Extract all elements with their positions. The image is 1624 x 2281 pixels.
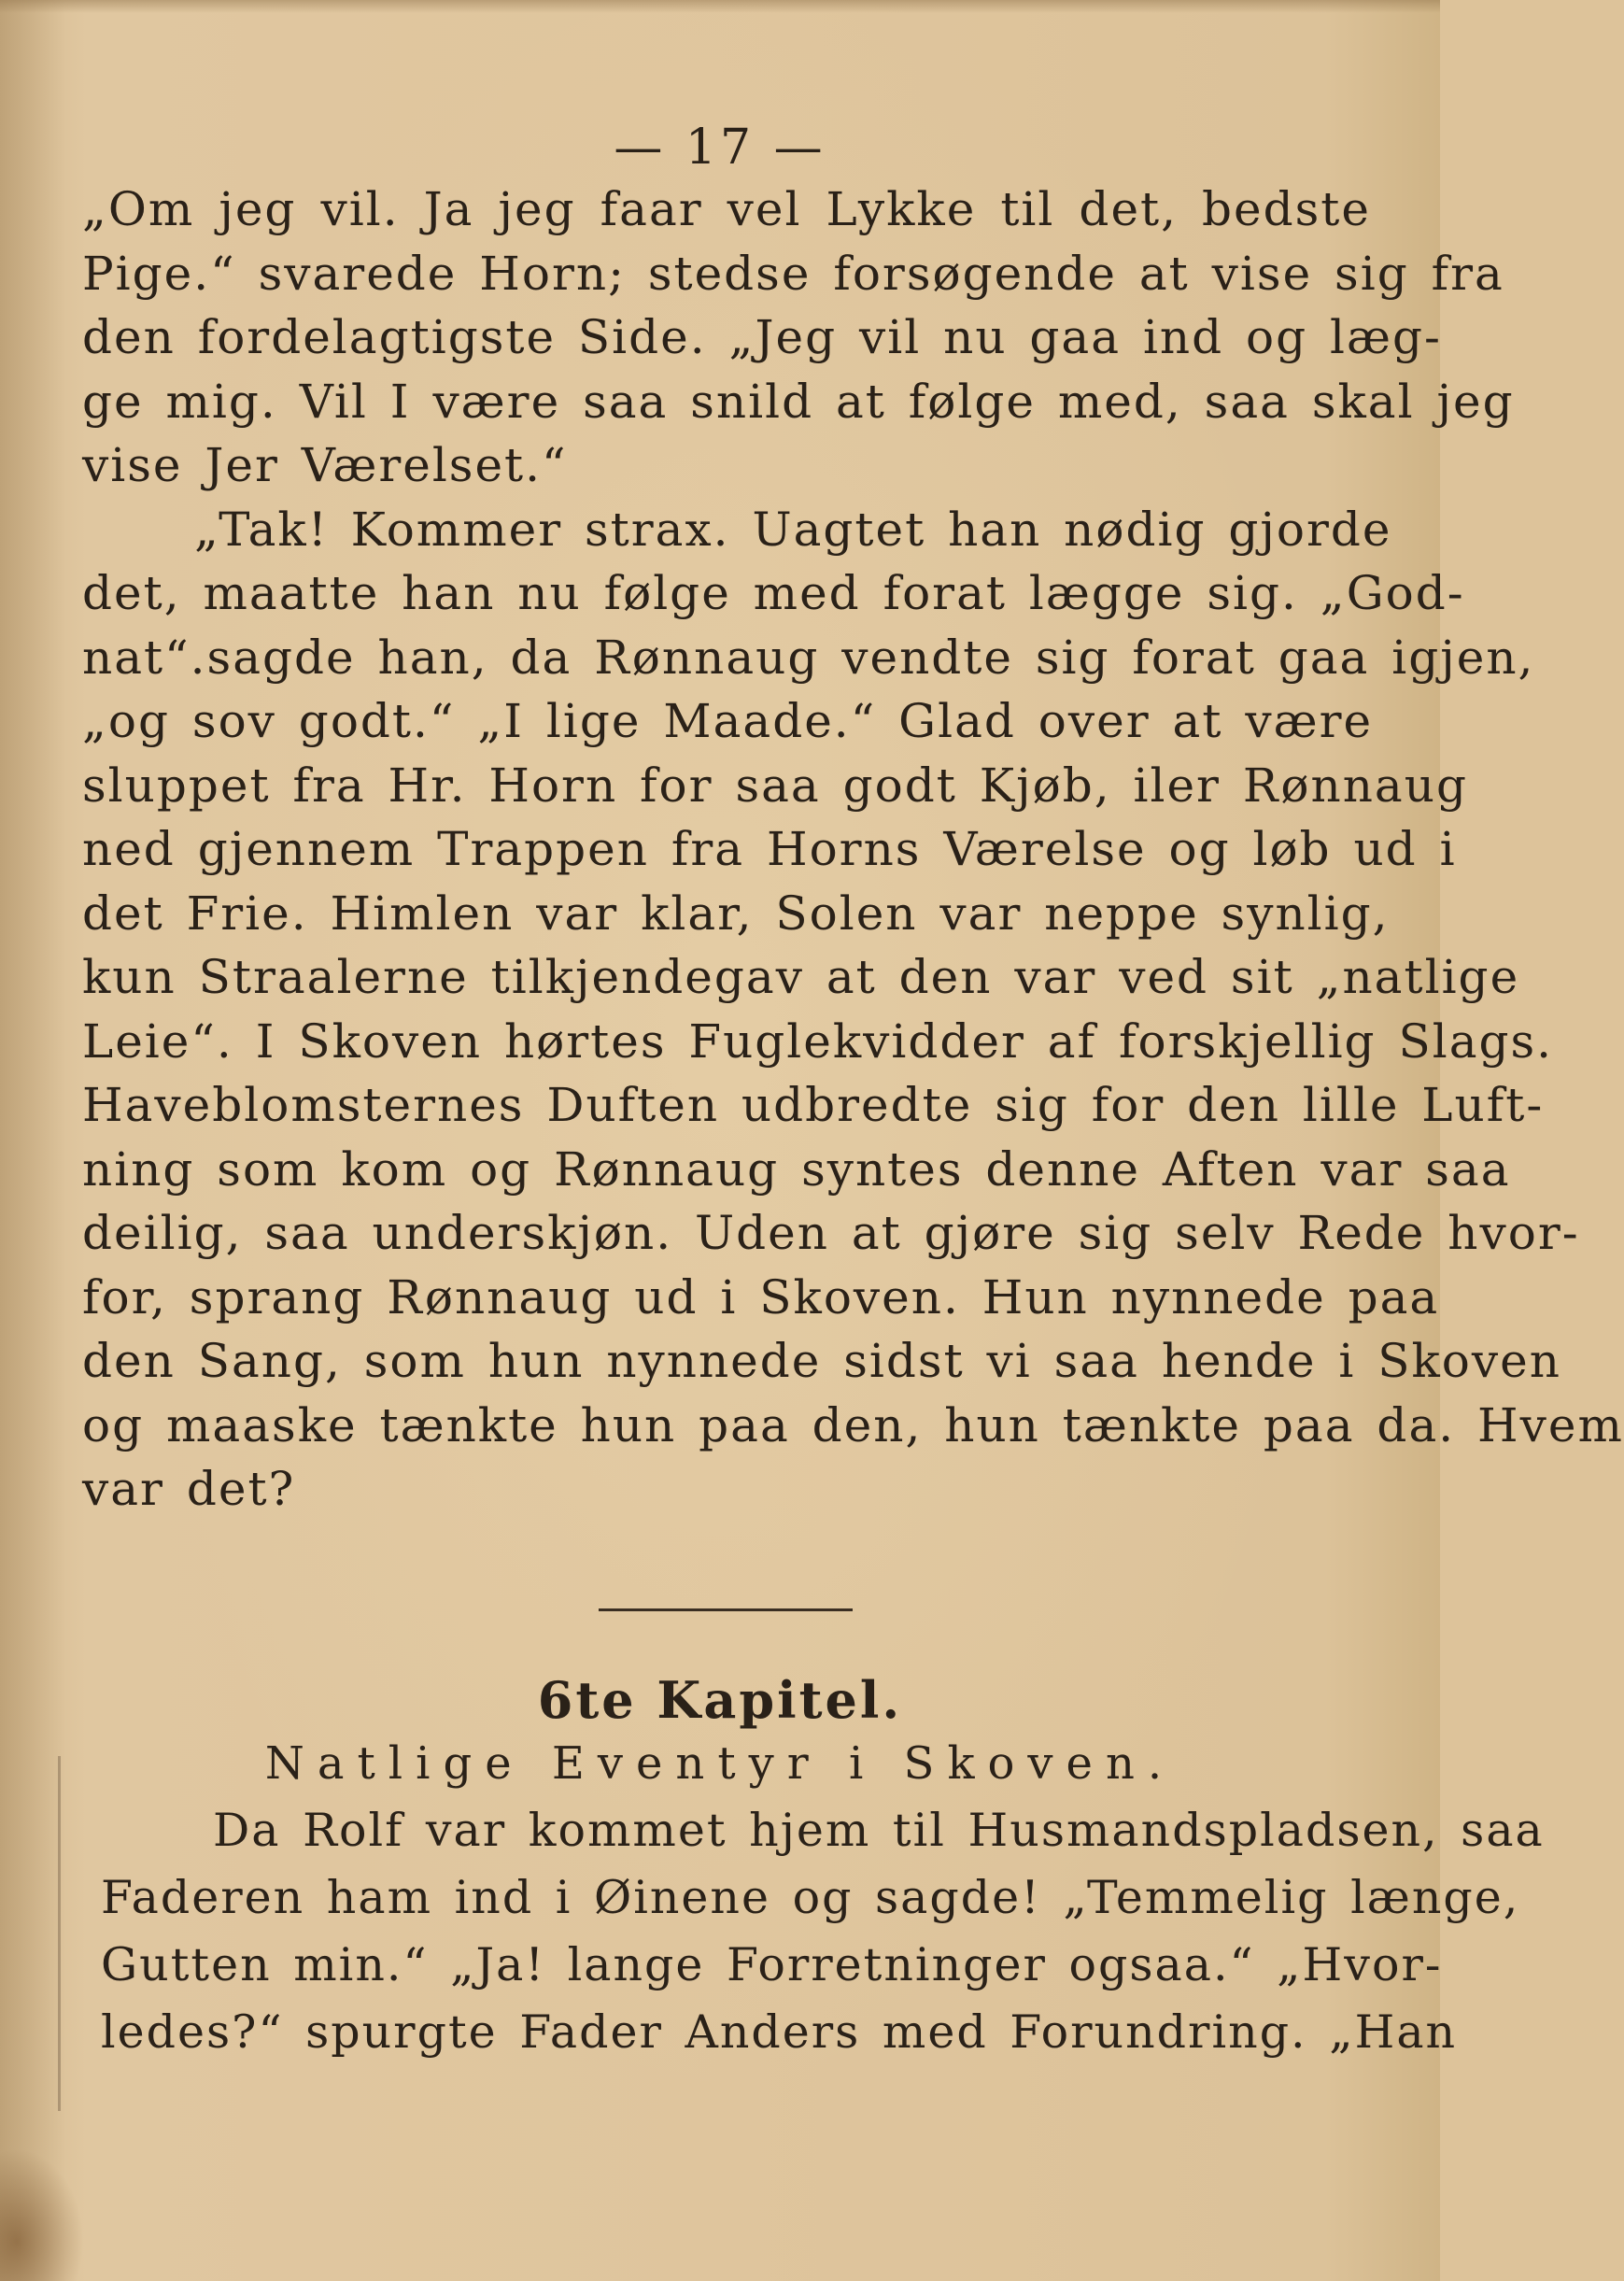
text-line: Haveblomsternes Duften udbredte sig for den lille Luft- bbox=[82, 1078, 1545, 1132]
text-line: for, sprang Rønnaug ud i Skoven. Hun nynnede paa bbox=[82, 1269, 1440, 1325]
text-line: var det? bbox=[82, 1462, 296, 1516]
text-line: ledes?“ spurgte Fader Anders med Forundring. „Han bbox=[101, 2005, 1458, 2059]
paper-stain bbox=[0, 2148, 84, 2281]
text-line: det, maatte han nu følge med forat lægge sig. „God- bbox=[82, 566, 1465, 620]
text-line: det Frie. Himlen var klar, Solen var neppe synlig, bbox=[82, 885, 1390, 941]
text-line: den Sang, som hun nynnede sidst vi saa hende i Skoven bbox=[82, 1334, 1561, 1388]
page-left-shadow bbox=[0, 0, 65, 2281]
text-line: „og sov godt.“ „I lige Maade.“ Glad over at være bbox=[82, 694, 1374, 748]
text-line: Faderen ham ind i Øinene og sagde! „Temmelig længe, bbox=[101, 1871, 1520, 1924]
chapter-title: 6te Kapitel. bbox=[537, 1670, 903, 1730]
page-number: — 17 — bbox=[614, 120, 826, 176]
text-line: „Tak! Kommer strax. Uagtet han nødig gjorde bbox=[194, 502, 1392, 557]
text-line: „Om jeg vil. Ja jeg faar vel Lykke til det, bedste bbox=[82, 182, 1371, 236]
text-line: ge mig. Vil I være saa snild at følge med, saa skal jeg bbox=[82, 374, 1515, 429]
body-text-top bbox=[82, 177, 1624, 1522]
text-line: deilig, saa underskjøn. Uden at gjøre sig selv Rede hvor- bbox=[82, 1206, 1580, 1260]
text-line: den fordelagtigste Side. „Jeg vil nu gaa ind og læg- bbox=[82, 310, 1442, 364]
text-line: nat“.sagde han, da Rønnaug vendte sig forat gaa igjen, bbox=[82, 630, 1535, 685]
text-line: kun Straalerne tilkjendegav at den var ved sit „natlige bbox=[82, 950, 1520, 1004]
text-line: og maaske tænkte hun paa den, hun tænkte paa da. Hvem bbox=[82, 1397, 1624, 1452]
chapter-subtitle: Natlige Eventyr i Skoven. bbox=[264, 1737, 1176, 1790]
text-line: Da Rolf var kommet hjem til Husmandspladsen, saa bbox=[213, 1804, 1545, 1857]
page-top-shadow bbox=[0, 0, 1440, 13]
text-line: Gutten min.“ „Ja! lange Forretninger ogsaa.“ „Hvor- bbox=[101, 1938, 1443, 1991]
text-line: ning som kom og Rønnaug syntes denne Aften var saa bbox=[82, 1141, 1511, 1197]
text-line: ned gjennem Trappen fra Horns Værelse og løb ud i bbox=[82, 822, 1457, 876]
text-line: Pige.“ svarede Horn; stedse forsøgende at vise sig fra bbox=[82, 246, 1504, 301]
text-line: Leie“. I Skoven hørtes Fuglekvidder af forskjellig Slags. bbox=[82, 1013, 1554, 1069]
text-line: vise Jer Værelset.“ bbox=[82, 438, 568, 492]
text-line: sluppet fra Hr. Horn for saa godt Kjøb, iler Rønnaug bbox=[82, 758, 1468, 813]
binding-mark bbox=[58, 1756, 61, 2111]
body-text-bottom bbox=[101, 1797, 1545, 2066]
section-divider bbox=[599, 1608, 853, 1611]
